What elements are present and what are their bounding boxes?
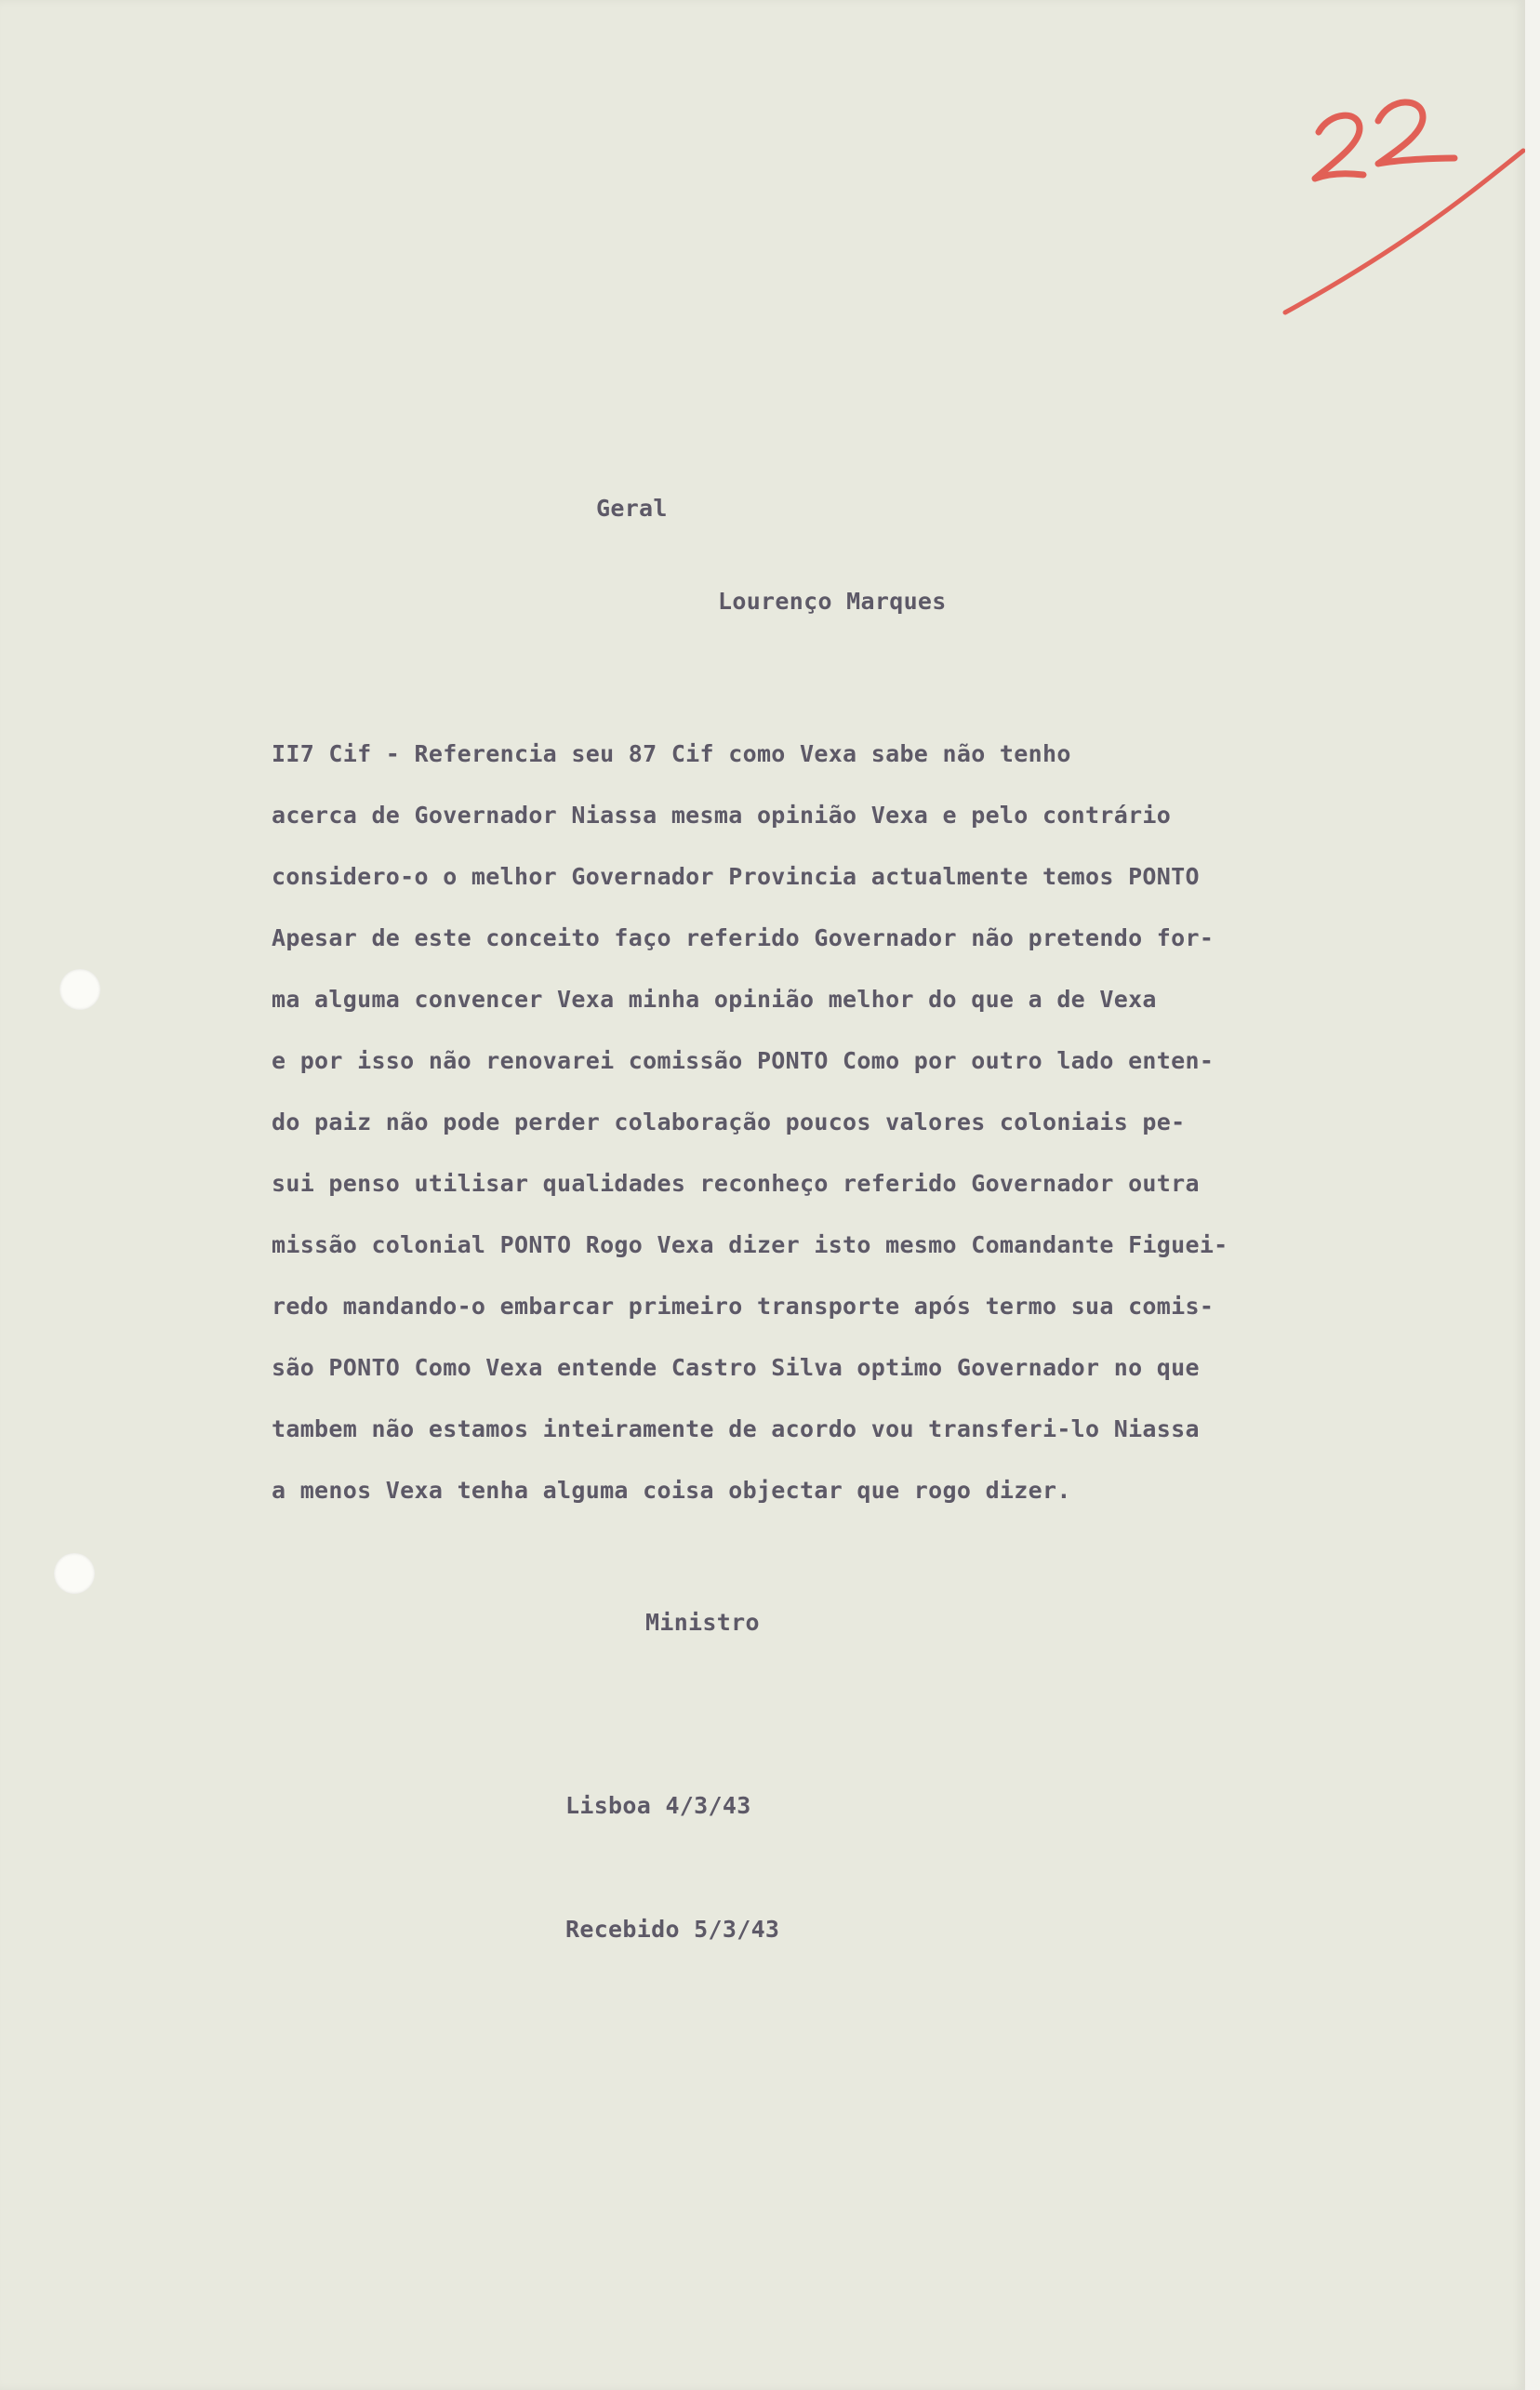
body-line-12: tambem não estamos inteiramente de acordo vou transferi-lo Niassa xyxy=(272,1415,1200,1442)
telegram-destination: Lourenço Marques xyxy=(718,588,947,615)
body-line-5: ma alguma convencer Vexa minha opinião melhor do que a de Vexa xyxy=(272,986,1157,1013)
body-line-11: são PONTO Como Vexa entende Castro Silva optimo Governador no que xyxy=(272,1354,1200,1381)
body-line-4: Apesar de este conceito faço referido Governador não pretendo for- xyxy=(272,924,1215,951)
punch-hole-lower xyxy=(54,1553,95,1594)
body-line-9: missão colonial PONTO Rogo Vexa dizer isto mesmo Comandante Figuei- xyxy=(272,1231,1228,1258)
date-sent: Lisboa 4/3/43 xyxy=(565,1792,751,1819)
body-line-6: e por isso não renovarei comissão PONTO Como por outro lado enten- xyxy=(272,1047,1215,1074)
body-line-8: sui penso utilisar qualidades reconheço referido Governador outra xyxy=(272,1170,1200,1197)
body-line-10: redo mandando-o embarcar primeiro transporte após termo sua comis- xyxy=(272,1293,1215,1320)
punch-hole-upper xyxy=(60,969,100,1010)
date-received: Recebido 5/3/43 xyxy=(565,1916,780,1943)
body-line-1: II7 Cif - Referencia seu 87 Cif como Vexa sabe não tenho xyxy=(272,740,1071,767)
signature-minister: Ministro xyxy=(645,1609,760,1636)
telegram-body xyxy=(272,740,1313,1538)
folio-number-mark xyxy=(1274,84,1540,325)
body-line-13: a menos Vexa tenha alguma coisa objectar que rogo dizer. xyxy=(272,1477,1071,1504)
body-line-3: considero-o o melhor Governador Provincia actualmente temos PONTO xyxy=(272,863,1200,890)
paper-edge xyxy=(1525,0,1540,2390)
telegram-type-heading: Geral xyxy=(596,495,668,522)
body-line-7: do paiz não pode perder colaboração poucos valores coloniais pe- xyxy=(272,1109,1186,1135)
body-line-2: acerca de Governador Niassa mesma opinião Vexa e pelo contrário xyxy=(272,802,1172,829)
